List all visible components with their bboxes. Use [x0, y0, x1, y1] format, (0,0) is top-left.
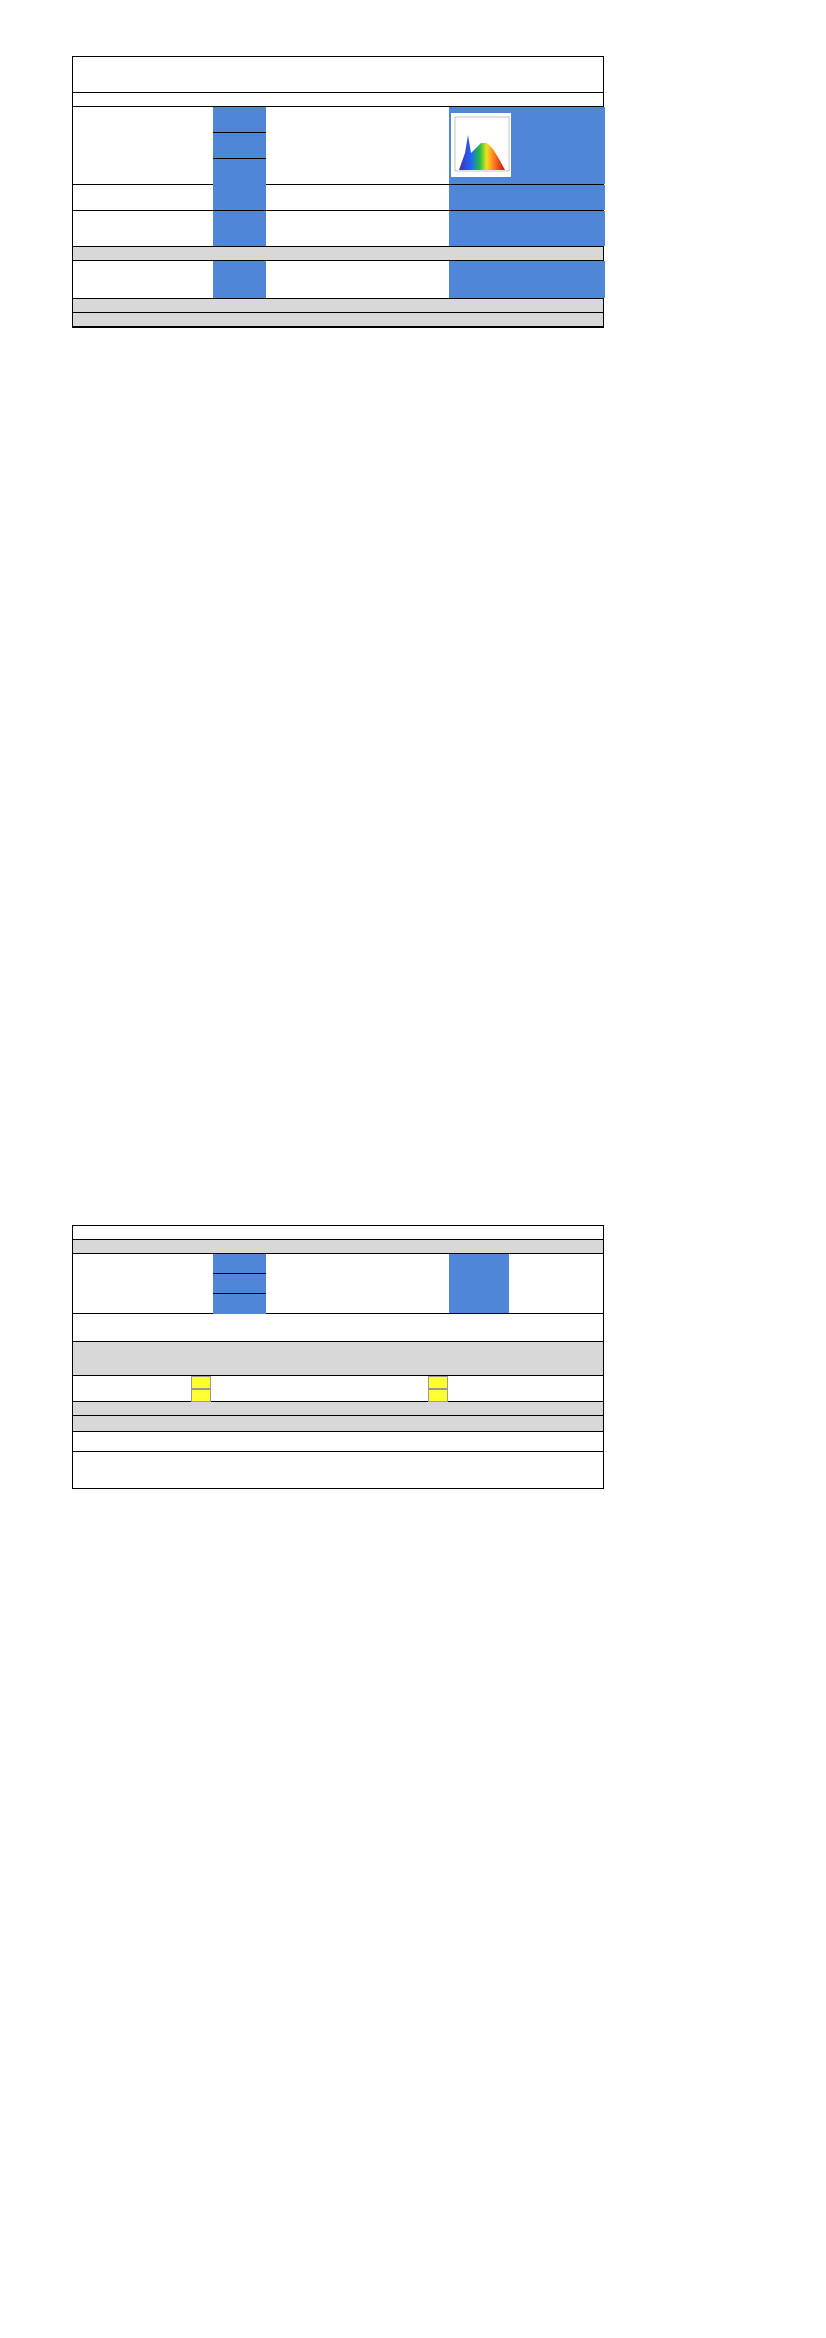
spd-area	[449, 107, 605, 184]
height-value	[213, 107, 266, 133]
dimensions-row	[73, 107, 603, 185]
section-light-source	[73, 79, 603, 93]
spectrum-chart-icon	[451, 113, 511, 177]
depth-value	[213, 159, 266, 185]
section-led	[73, 299, 603, 313]
signature-row	[73, 1452, 603, 1488]
equivalent-power-row	[73, 185, 603, 211]
section-measurement	[73, 1402, 603, 1416]
width-value	[213, 133, 266, 159]
signature	[348, 1452, 508, 1488]
notes-header	[73, 1416, 603, 1432]
page-2	[0, 1169, 826, 2338]
dimensions-label	[73, 107, 183, 184]
spd-label	[317, 107, 427, 184]
width-label	[191, 133, 211, 159]
section-general	[73, 93, 603, 107]
title-row	[73, 57, 603, 79]
section-declared	[73, 1226, 603, 1240]
notes-text	[73, 1432, 603, 1452]
declared-values-sheet	[72, 1225, 604, 1489]
efficiency-formula	[73, 1314, 603, 1342]
classification-row	[73, 1376, 603, 1402]
product-information-sheet	[72, 56, 604, 328]
directional-row	[73, 261, 603, 299]
directional-checkbox[interactable]	[191, 1376, 211, 1389]
section-led-mains	[73, 313, 603, 327]
section-energy	[73, 1342, 603, 1376]
no-checkbox[interactable]	[428, 1389, 448, 1402]
non-directional-checkbox[interactable]	[428, 1376, 448, 1389]
height-label	[191, 107, 211, 133]
depth-label	[191, 159, 211, 185]
section-directional	[73, 247, 603, 261]
section-control-gear	[73, 1240, 603, 1254]
chromaticity-row	[73, 211, 603, 247]
gear-dimensions-row	[73, 1254, 603, 1314]
yes-checkbox[interactable]	[191, 1389, 211, 1402]
